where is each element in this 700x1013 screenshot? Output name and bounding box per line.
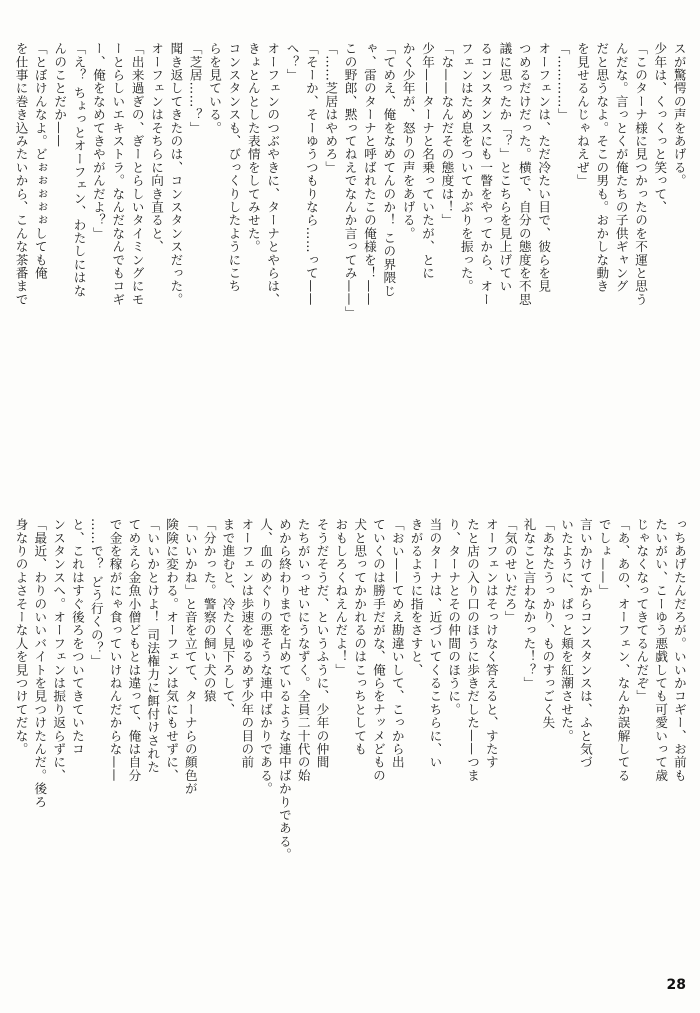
text-line: を仕事に巻き込みたいから、こんな茶番まで <box>13 42 29 306</box>
text-line: いたように、ぱっと頬を紅潮させた。 <box>559 518 575 743</box>
text-line: でしょ——」 <box>596 518 612 598</box>
text-line: り、ターナとその仲間のほうに。 <box>446 518 462 716</box>
text-line: 言いかけてからコンスタンスは、ふと気づ <box>577 518 593 769</box>
text-line: 人、血のめぐりの悪そうな連中ばかりである。 <box>258 518 274 796</box>
text-line: きがるように指をさすと、 <box>408 518 424 677</box>
text-line: るコンスタンスにも一瞥をやってから、オー <box>478 42 494 306</box>
text-line: へ？」 <box>284 42 300 82</box>
text-line: 「てめえ、俺をなめてんのか！ この界隈じ <box>381 42 397 298</box>
text-line: 礼なこと言わなかった！？」 <box>521 518 537 690</box>
text-line: ンスタンスへ。オーフェンは振り返らずに、 <box>51 518 67 782</box>
page-number: 28 <box>666 977 686 993</box>
text-line: ー、俺をなめてきやがんだよ？」 <box>90 42 106 240</box>
text-line: ……で？ どう行くの？」 <box>88 518 104 668</box>
text-line: ゃ、雷のターナと呼ばれたこの俺様を！—— <box>361 42 377 306</box>
text-line: そうだそうだ、というふうに、少年の仲間 <box>314 518 330 769</box>
text-line: と、これはすぐ後ろをついてきていたコ <box>69 518 85 756</box>
text-line: らを見ている。 <box>207 42 223 135</box>
text-line: 「…………」 <box>555 42 571 122</box>
text-line: で金を稼がにゃ食っていけねんだからな—— <box>107 518 123 782</box>
text-line: めから終わりまでを占めているような連中ばかりである。 <box>276 518 292 862</box>
text-line: オーフェンは、ただ冷たい目で、彼らを見 <box>536 42 552 293</box>
text-line: 議に思ったか「？」とこちらを見上げてい <box>497 42 513 293</box>
text-line: コンスタンスも、びっくりしたようにこち <box>226 42 242 293</box>
text-line: 「……芝居はやめろ」 <box>323 42 339 174</box>
text-line: を見せるんじゃねえぜ」 <box>574 42 590 188</box>
text-line: 「分かった。警察の飼い犬の猿 <box>201 518 217 703</box>
text-line: オーフェンはそっけなく答えると、すたす <box>483 518 499 769</box>
upper-text-band <box>12 42 688 500</box>
text-line: 「いいかとけよ！ 司法権力に餌付けされた <box>145 518 161 774</box>
text-line: じゃなくなってきてるんだぞ」 <box>634 518 650 703</box>
text-line: 「最近、わりのいいバイトを見つけたんだ。後ろ <box>32 518 48 809</box>
text-line: 「え？ ちょっとオーフェン、わたしにはな <box>71 42 87 298</box>
text-line: 聞き返してきたのは、コンスタンスだった。 <box>168 42 184 306</box>
text-line: たいがい、こーゆう悪戯しても可愛いって歳 <box>653 518 669 782</box>
text-line: 当のターナは、近づいてくるこちらに、い <box>427 518 443 769</box>
lower-text-band <box>12 518 688 982</box>
text-line: 「な——なんだその態度は！」 <box>439 42 455 227</box>
text-line: 「このターナ様に見つかったのを不運と思う <box>633 42 648 306</box>
text-line: 少年は、くっくっと笑って、 <box>652 42 668 214</box>
text-line: フェンはため息をついてかぶりを振った。 <box>458 42 474 293</box>
text-line: っちあげたんだろが。いいかコギー、お前も <box>671 518 687 782</box>
text-line: 「出来過ぎの、ぎーとらしいタイミングにモ <box>129 42 145 306</box>
text-line: 「いいかね」と音を立てて、ターナらの顔色が <box>182 518 198 796</box>
text-line: オーフェンは歩速をゆるめず少年の目の前 <box>239 518 255 769</box>
text-line: 身なりのよさそーな人を見つけてだな。 <box>13 518 29 756</box>
text-line: たと店の入り口のほうに歩きだした——つま <box>465 518 480 782</box>
text-line: 険険に変わる。オーフェンは気にもせずに、 <box>164 518 179 782</box>
text-line: たちがいっせいにうなずく。全員二十代の始 <box>295 518 311 782</box>
text-line: ていくのは勝手だがな、俺らをナッメどもの <box>370 518 386 782</box>
text-line: ーとらしいエキストラ。なんだなんでもコギ <box>110 42 126 306</box>
text-line: まで進むと、冷たく見下ろして、 <box>220 518 236 716</box>
text-line: 「芝居……？」 <box>187 42 203 135</box>
text-line: だと思うなよ。そこの男も。おかしな動き <box>594 42 610 293</box>
text-line: スが驚愕の声をあげる。 <box>671 42 687 188</box>
text-line: オーフェンのつぶやきに、ターナとやらは、 <box>265 42 281 306</box>
text-line: 「あ、あの、オーフェン、なんか誤解してる <box>615 518 631 782</box>
text-line: 少年——ターナと名乗っていたが、とに <box>420 42 436 280</box>
text-line: この野郎、黙ってねえでなんか言ってみ——」 <box>342 42 358 320</box>
text-line: んのことだか—— <box>52 42 68 148</box>
text-line: おもしろくねえんだよ！」 <box>333 518 349 677</box>
text-line: 「あなたうっかり、ものすっごく失 <box>540 518 556 730</box>
text-line: きょとんとした表情をしてみせた。 <box>245 42 261 254</box>
text-line: かく少年が、怒りの声をあげる。 <box>400 42 416 240</box>
text-line: つめるだけだった。横で、自分の態度を不思 <box>516 42 532 306</box>
text-line: 「おい——てめえ勘違いして、こっから出 <box>389 518 405 769</box>
text-line: 犬と思ってかかれるのはこっちとしても <box>352 518 368 756</box>
text-line: んだな。言っとくが俺たちの子供ギャング <box>613 42 629 293</box>
text-line: 「そーか、そーゆうつもりなら……って—— <box>303 42 319 306</box>
text-line: てめえら金魚小僧どもとは違って、俺は自分 <box>126 518 142 782</box>
text-line: 「とぼけんなよ。どぉぉぉぉぉしても俺 <box>32 42 48 280</box>
text-line: オーフェンはそちらに向き直ると、 <box>149 42 165 254</box>
text-line: 「気のせいだろ」 <box>502 518 518 624</box>
